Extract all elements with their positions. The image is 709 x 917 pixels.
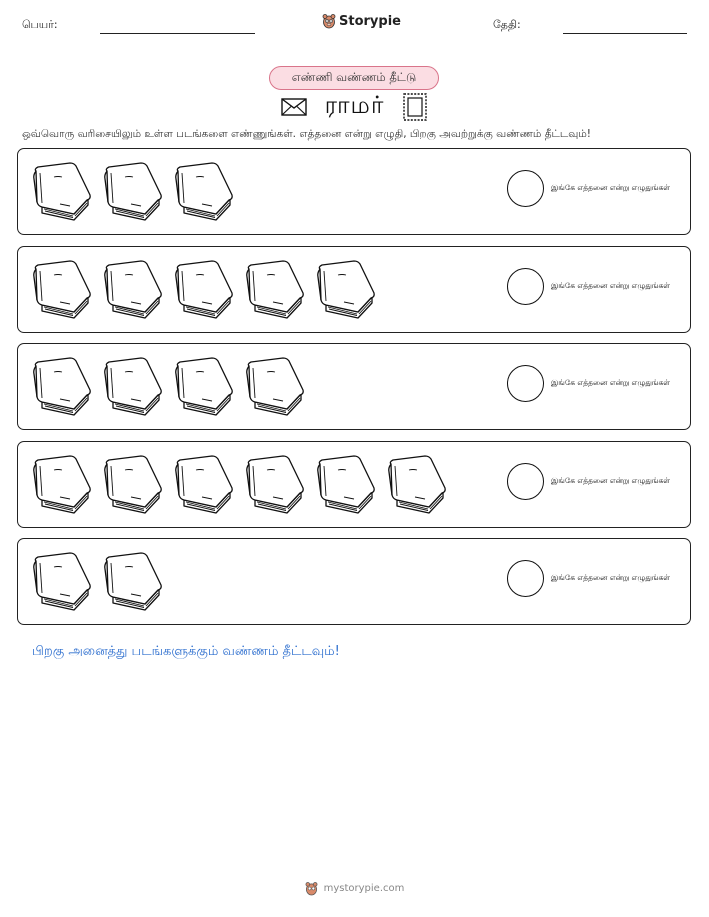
page-title: ராமர் <box>324 91 385 119</box>
category-pill <box>269 66 439 90</box>
title-row <box>0 91 709 122</box>
counting-row <box>17 343 691 430</box>
answer-label: இங்கே எத்தனை என்று எழுதுங்கள் <box>551 183 671 192</box>
book-group <box>30 549 163 611</box>
book-icon <box>30 159 92 221</box>
closing-instruction: பிறகு அனைத்து படங்களுக்கும் வண்ணம் தீட்டவும்! <box>32 644 340 659</box>
book-icon <box>172 452 234 514</box>
book-icon <box>243 354 305 416</box>
book-icon <box>101 549 163 611</box>
brand-name: Storypie <box>339 13 401 29</box>
answer-circle[interactable] <box>507 560 544 597</box>
book-icon <box>314 452 376 514</box>
book-group <box>30 159 234 221</box>
book-icon <box>314 257 376 319</box>
footer-site: mystorypie.com <box>323 883 405 894</box>
book-icon <box>385 452 447 514</box>
answer-label: இங்கே எத்தனை என்று எழுதுங்கள் <box>551 475 671 485</box>
name-label: பெயர்: <box>22 18 58 31</box>
answer-circle[interactable] <box>507 170 544 207</box>
book-icon <box>101 452 163 514</box>
answer-label: இங்கே எத்தனை என்று எழுதுங்கள் <box>551 573 671 582</box>
stamp-icon <box>402 92 428 122</box>
date-label: தேதி: <box>493 18 521 31</box>
book-icon <box>101 159 163 221</box>
mascot-icon <box>322 13 336 29</box>
answer-label: இங்கே எத்தனை என்று எழுதுங்கள் <box>551 280 671 290</box>
instructions: ஒவ்வொரு வரிசையிலும் உள்ள படங்களை எண்ணுங்கள். எத்தனை என்று எழுதி, பிறகு அவற்றுக்கு வண்ணம் தீட்டவும்! <box>22 128 591 140</box>
book-group <box>30 452 447 514</box>
book-icon <box>30 549 92 611</box>
answer-label: இங்கே எத்தனை என்று எழுதுங்கள் <box>551 378 671 387</box>
book-icon <box>243 257 305 319</box>
answer-circle[interactable] <box>507 268 544 305</box>
counting-row <box>17 538 691 625</box>
footer-brand <box>0 881 709 896</box>
answer-circle[interactable] <box>507 463 544 500</box>
book-icon <box>101 354 163 416</box>
mascot-icon <box>305 881 318 896</box>
book-icon <box>243 452 305 514</box>
book-group <box>30 257 376 319</box>
book-icon <box>172 159 234 221</box>
counting-row <box>17 148 691 235</box>
counting-row <box>17 441 691 528</box>
counting-row <box>17 246 691 333</box>
book-icon <box>101 257 163 319</box>
book-icon <box>30 257 92 319</box>
category-label: எண்ணி வண்ணம் தீட்டு <box>291 70 417 84</box>
name-line[interactable] <box>100 33 255 34</box>
answer-circle[interactable] <box>507 365 544 402</box>
book-icon <box>172 354 234 416</box>
book-icon <box>172 257 234 319</box>
date-line[interactable] <box>563 33 687 34</box>
storypie-logo <box>322 13 401 29</box>
book-icon <box>30 452 92 514</box>
book-group <box>30 354 305 416</box>
book-icon <box>30 354 92 416</box>
envelope-icon <box>281 97 307 117</box>
